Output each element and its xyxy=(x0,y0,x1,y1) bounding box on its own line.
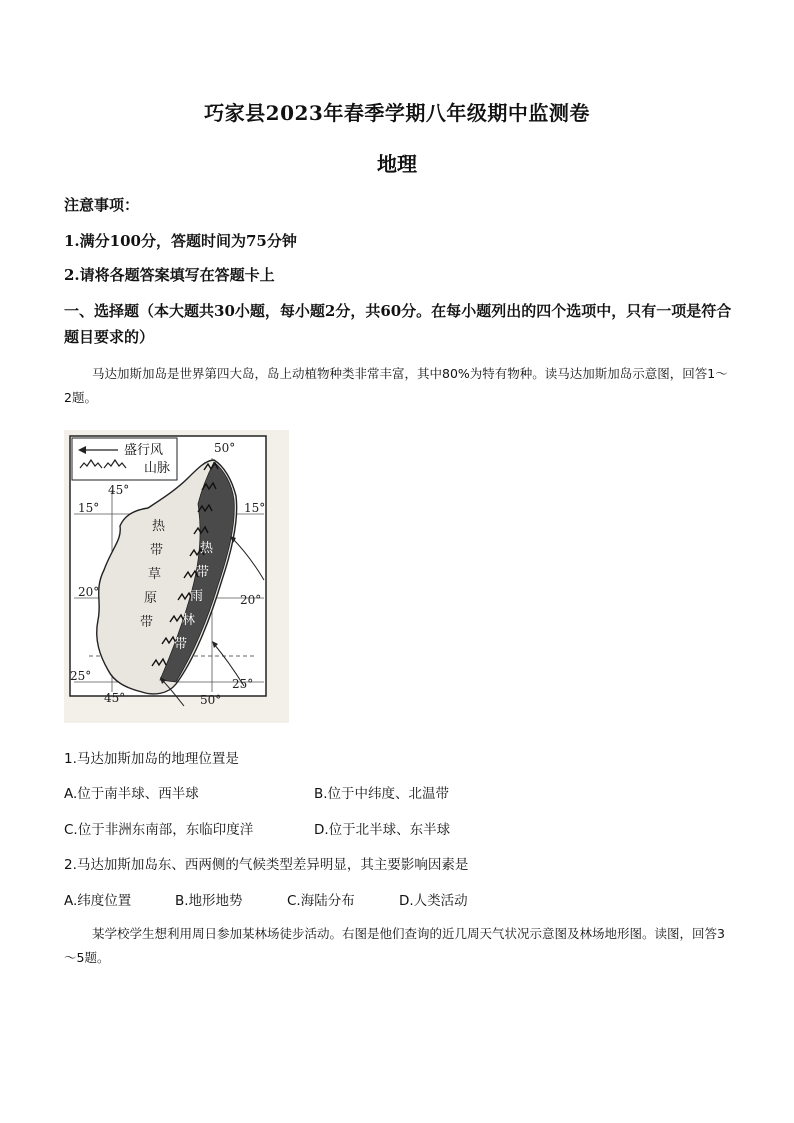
east-zone-char-5: 带 xyxy=(174,637,188,652)
west-zone-char-3: 草 xyxy=(148,567,162,582)
west-zone-char-5: 带 xyxy=(140,615,154,630)
question-2-stem: 2.马达加斯加岛东、西两侧的气候类型差异明显，其主要影响因素是 xyxy=(64,857,469,873)
west-zone-char-2: 带 xyxy=(150,543,164,558)
q2-option-d: D.人类活动 xyxy=(399,893,468,909)
lon-label-50n: 50° xyxy=(214,441,236,455)
lon-label-50s: 50° xyxy=(200,693,222,707)
q1-option-d: D.位于北半球、东半球 xyxy=(314,822,451,838)
subject-title: 地理 xyxy=(377,152,417,176)
east-zone-char-1: 热 xyxy=(200,541,214,556)
legend-wind-label: 盛行风 xyxy=(124,443,164,458)
east-zone-char-2: 带 xyxy=(196,565,210,580)
notice-item-2: 2.请将各题答案填写在答题卡上 xyxy=(64,266,275,284)
west-zone-char-4: 原 xyxy=(144,591,158,606)
lat-label-25w: 25° xyxy=(70,669,92,683)
q1-option-b: B.位于中纬度、北温带 xyxy=(314,786,450,802)
q2-option-a: A.纬度位置 xyxy=(64,893,132,909)
q2-option-c: C.海陆分布 xyxy=(287,893,355,909)
lon-label-45s: 45° xyxy=(104,691,126,705)
east-zone-char-4: 林 xyxy=(182,613,196,628)
lat-label-20e: 20° xyxy=(240,593,262,607)
question-1-stem: 1.马达加斯加岛的地理位置是 xyxy=(64,751,239,767)
lat-label-25e: 25° xyxy=(232,677,254,691)
lon-label-45n: 45° xyxy=(108,483,130,497)
exam-title: 巧家县2023年春季学期八年级期中监测卷 xyxy=(204,101,590,125)
intro-paragraph-2: 某学校学生想利用周日参加某林场徒步活动。右图是他们查询的近几周天气状况示意图及林场地形图。读图，回答3～5题。 xyxy=(64,926,725,965)
q2-option-b: B.地形地势 xyxy=(175,893,243,909)
east-zone-char-3: 雨 xyxy=(190,589,204,604)
madagascar-map xyxy=(64,430,289,723)
lat-label-15w: 15° xyxy=(78,501,100,515)
notice-item-1: 1.满分100分，答题时间为75分钟 xyxy=(64,232,297,250)
q1-option-a: A.位于南半球、西半球 xyxy=(64,786,199,802)
legend-mountain-label: 山脉 xyxy=(144,461,171,476)
west-zone-char-1: 热 xyxy=(152,519,166,534)
notice-heading: 注意事项： xyxy=(64,196,140,214)
q1-option-c: C.位于非洲东南部，东临印度洋 xyxy=(64,822,254,838)
section-heading: 一、选择题（本大题共30小题，每小题2分，共60分。在每小题列出的四个选项中，只有一项是符合题目要求的） xyxy=(64,302,732,346)
intro-paragraph-1: 马达加斯加岛是世界第四大岛，岛上动植物种类非常丰富，其中80%为特有物种。读马达加斯加岛示意图，回答1～2题。 xyxy=(64,366,728,405)
lat-label-20w: 20° xyxy=(78,585,100,599)
lat-label-15e: 15° xyxy=(244,501,266,515)
